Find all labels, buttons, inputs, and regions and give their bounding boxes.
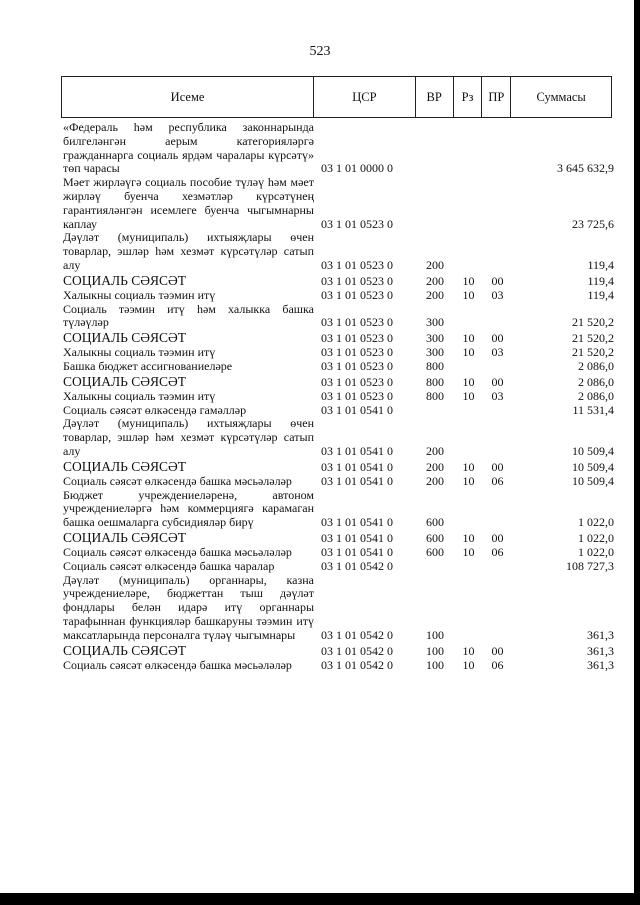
row-vr: 800 <box>426 388 444 403</box>
table-row <box>61 459 614 475</box>
row-csr: 03 1 01 0541 0 <box>321 473 393 488</box>
row-rz: 10 <box>462 345 475 360</box>
row-vr: 200 <box>426 443 444 458</box>
row-csr: 03 1 01 0541 0 <box>321 459 393 474</box>
row-vr: 300 <box>426 315 444 330</box>
row-pr: 03 <box>491 388 504 403</box>
row-sum: 21 520,2 <box>572 345 614 360</box>
scan-edge-bottom <box>0 893 640 905</box>
row-csr: 03 1 01 0541 0 <box>321 443 393 458</box>
row-name: СОЦИАЛЬ СӘЯСӘТ <box>63 272 187 288</box>
row-name: СОЦИАЛЬ СӘЯСӘТ <box>63 330 187 346</box>
row-csr: 03 1 01 0523 0 <box>321 273 393 288</box>
row-name: СОЦИАЛЬ СӘЯСӘТ <box>63 373 187 389</box>
row-pr: 00 <box>491 331 504 346</box>
row-vr: 200 <box>426 287 444 302</box>
row-csr: 03 1 01 0541 0 <box>321 544 393 559</box>
table-row <box>61 643 614 659</box>
row-vr: 300 <box>426 345 444 360</box>
row-rz: 10 <box>462 643 475 658</box>
row-name: Бюджет учреждениеләренә, автоном учреждениеләргә һәм коммерциягә карамаган башка оешмаларга субсидияләр бирү <box>63 487 314 530</box>
table-row <box>61 330 614 346</box>
table-row <box>61 231 614 272</box>
row-sum: 1 022,0 <box>578 531 614 546</box>
row-pr: 06 <box>491 544 504 559</box>
row-rz: 10 <box>462 374 475 389</box>
row-csr: 03 1 01 0000 0 <box>321 161 393 176</box>
row-sum: 23 725,6 <box>572 216 614 231</box>
table-row <box>61 273 614 289</box>
table-row <box>61 659 614 673</box>
header-csr: ЦСР <box>314 77 416 117</box>
row-rz: 10 <box>462 273 475 288</box>
row-rz: 10 <box>462 459 475 474</box>
table-row <box>61 404 614 418</box>
row-sum: 108 727,3 <box>566 558 614 573</box>
table-row <box>61 360 614 374</box>
table-row <box>61 530 614 546</box>
table-row <box>61 475 614 489</box>
row-vr: 200 <box>426 459 444 474</box>
row-name: Социаль сәясәт өлкәсендә башка мәсьәләләр <box>63 657 292 672</box>
row-name: Башка бюджет ассигнованиеләре <box>63 358 233 373</box>
header-vr: ВР <box>416 77 454 117</box>
header-pr: ПР <box>482 77 511 117</box>
row-name: Халыкны социаль тәэмин итү <box>63 287 216 302</box>
row-sum: 361,3 <box>587 627 614 642</box>
page-number: 523 <box>309 44 331 59</box>
row-vr: 600 <box>426 544 444 559</box>
row-sum: 361,3 <box>587 643 614 658</box>
row-sum: 10 509,4 <box>572 443 614 458</box>
table-row <box>61 546 614 560</box>
row-vr: 100 <box>426 657 444 672</box>
row-pr: 06 <box>491 473 504 488</box>
row-sum: 21 520,2 <box>572 331 614 346</box>
row-name: Халыкны социаль тәэмин итү <box>63 345 216 360</box>
row-pr: 00 <box>491 374 504 389</box>
row-name: Дәүләт (муниципаль) ихтыяҗлары өчен товарлар, эшләр һәм хезмәт күрсәтүләр сатып алу <box>63 230 314 272</box>
row-sum: 3 645 632,9 <box>557 161 614 176</box>
row-csr: 03 1 01 0523 0 <box>321 345 393 360</box>
row-sum: 361,3 <box>587 657 614 672</box>
row-rz: 10 <box>462 657 475 672</box>
row-csr: 03 1 01 0523 0 <box>321 287 393 302</box>
row-vr: 200 <box>426 273 444 288</box>
table-row <box>61 176 614 231</box>
row-name: Дәүләт (муниципаль) ихтыяҗлары өчен товарлар, эшләр һәм хезмәт күрсәтүләр сатып алу <box>63 416 314 458</box>
table-row <box>61 121 614 176</box>
table-body <box>61 121 614 672</box>
row-pr: 00 <box>491 273 504 288</box>
table-row <box>61 346 614 360</box>
row-sum: 1 022,0 <box>578 515 614 530</box>
row-sum: 11 531,4 <box>572 402 614 417</box>
row-csr: 03 1 01 0541 0 <box>321 515 393 530</box>
row-vr: 300 <box>426 331 444 346</box>
row-name: Дәүләт (муниципаль) органнары, казна учреждениеләре, бюджеттан тыш дәүләт фондлары белән идарә итү органнары тарафыннан функцияләр башкаруны тәэмин итү максатларында персоналга түләү чыгымнары <box>63 572 314 642</box>
row-pr: 00 <box>491 459 504 474</box>
row-sum: 10 509,4 <box>572 473 614 488</box>
row-sum: 10 509,4 <box>572 459 614 474</box>
row-rz: 10 <box>462 287 475 302</box>
row-sum: 21 520,2 <box>572 315 614 330</box>
row-vr: 200 <box>426 473 444 488</box>
row-csr: 03 1 01 0523 0 <box>321 257 393 272</box>
row-sum: 119,4 <box>587 287 614 302</box>
table-row <box>61 574 614 643</box>
row-sum: 1 022,0 <box>578 544 614 559</box>
table-row <box>61 289 614 303</box>
row-vr: 100 <box>426 643 444 658</box>
row-csr: 03 1 01 0523 0 <box>321 374 393 389</box>
row-name: Мәет жирләүгә социаль пособие түләү һәм мәет жирләү буенча хезмәтләр күрсәтүнең гарантияләнгән исемлеге буенча чыгымнарны каплау <box>63 175 314 231</box>
row-csr: 03 1 01 0541 0 <box>321 531 393 546</box>
row-rz: 10 <box>462 544 475 559</box>
table-row <box>61 560 614 574</box>
row-name: СОЦИАЛЬ СӘЯСӘТ <box>63 529 187 545</box>
row-name: СОЦИАЛЬ СӘЯСӘТ <box>63 458 187 474</box>
row-name: Социаль тәэмин итү һәм халыкка башка түләүләр <box>63 301 314 330</box>
header-sum: Суммасы <box>536 89 586 104</box>
row-name: «Федераль һәм республика законнарында билгеләнгән аерым категорияләргә гражданнарга социаль ярдәм чаралары күрсәтү» төп чарасы <box>63 120 314 176</box>
scan-edge-right <box>634 0 640 905</box>
row-csr: 03 1 01 0542 0 <box>321 558 393 573</box>
header-rz: Рз <box>454 77 483 117</box>
row-vr: 200 <box>426 257 444 272</box>
row-csr: 03 1 01 0523 0 <box>321 358 393 373</box>
row-rz: 10 <box>462 331 475 346</box>
row-rz: 10 <box>462 531 475 546</box>
row-rz: 10 <box>462 388 475 403</box>
row-csr: 03 1 01 0523 0 <box>321 388 393 403</box>
row-vr: 600 <box>426 531 444 546</box>
row-pr: 00 <box>491 531 504 546</box>
row-csr: 03 1 01 0523 0 <box>321 216 393 231</box>
row-csr: 03 1 01 0542 0 <box>321 643 393 658</box>
row-csr: 03 1 01 0523 0 <box>321 315 393 330</box>
row-csr: 03 1 01 0542 0 <box>321 627 393 642</box>
row-name: Социаль сәясәт өлкәсендә башка мәсьәләләр <box>63 544 292 559</box>
table-row <box>61 489 614 530</box>
row-pr: 06 <box>491 657 504 672</box>
row-sum: 2 086,0 <box>578 374 614 389</box>
table-row <box>61 303 614 331</box>
table-row <box>61 374 614 390</box>
table-row <box>61 390 614 404</box>
row-name: СОЦИАЛЬ СӘЯСӘТ <box>63 642 187 658</box>
table-row <box>61 417 614 458</box>
header-name: Исеме <box>62 77 314 117</box>
row-vr: 800 <box>426 358 444 373</box>
row-vr: 800 <box>426 374 444 389</box>
row-csr: 03 1 01 0541 0 <box>321 402 393 417</box>
row-csr: 03 1 01 0542 0 <box>321 657 393 672</box>
row-sum: 119,4 <box>587 273 614 288</box>
row-sum: 2 086,0 <box>578 358 614 373</box>
row-name: Социаль сәясәт өлкәсендә башка мәсьәләләр <box>63 473 292 488</box>
row-name: Халыкны социаль тәэмин итү <box>63 388 216 403</box>
row-sum: 2 086,0 <box>578 388 614 403</box>
row-name: Социаль сәясәт өлкәсендә башка чаралар <box>63 558 275 573</box>
row-vr: 600 <box>426 515 444 530</box>
row-rz: 10 <box>462 473 475 488</box>
row-pr: 03 <box>491 345 504 360</box>
table-header <box>61 76 612 118</box>
row-csr: 03 1 01 0523 0 <box>321 331 393 346</box>
row-sum: 119,4 <box>587 257 614 272</box>
row-name: Социаль сәясәт өлкәсендә гамәлләр <box>63 402 247 417</box>
row-pr: 03 <box>491 287 504 302</box>
row-pr: 00 <box>491 643 504 658</box>
row-vr: 100 <box>426 627 444 642</box>
